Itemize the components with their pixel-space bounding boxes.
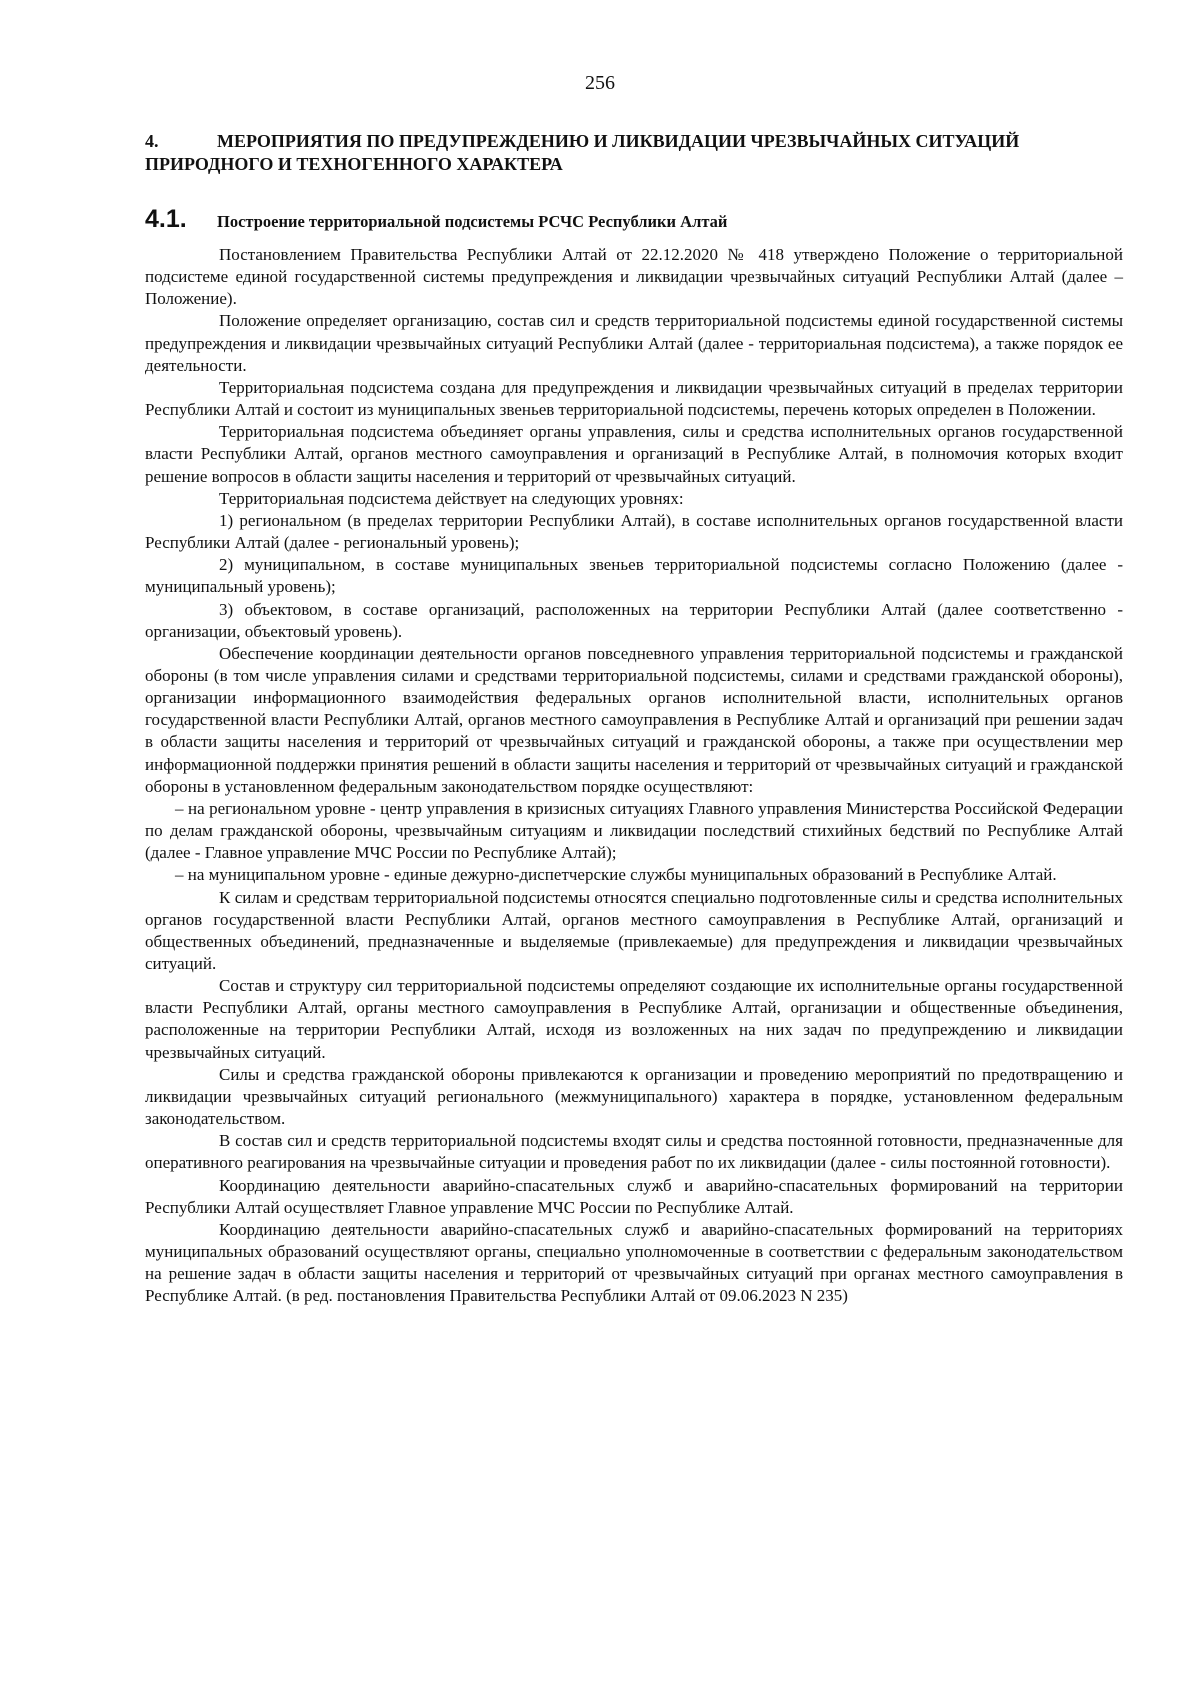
paragraph: В состав сил и средств территориальной подсистемы входят силы и средства постоянной готовности, предназначенные для оперативного реагирования на чрезвычайные ситуации и проведения работ по их ликвидации (далее - силы постоянной готовности). (145, 1131, 1123, 1173)
paragraph: Состав и структуру сил территориальной подсистемы определяют создающие их исполнительные органы государственной власти Республики Алтай, органы местного самоуправления в Республике Алтай, организации и общественные объединения, расположенные на территории Республики Алтай, исходя из возложенных на них задач по предупреждению и ликвидации чрезвычайных ситуаций. (145, 976, 1123, 1062)
paragraph: Территориальная подсистема объединяет органы управления, силы и средства исполнительных органов государственной власти Республики Алтай, органов местного самоуправления и организаций в Республике Алтай, в полномочия которых входит решение вопросов в области защиты населения и территорий от чрезвычайных ситуаций. (145, 422, 1123, 486)
section-number: 4. (145, 131, 159, 151)
paragraph: Обеспечение координации деятельности органов повседневного управления территориальной подсистемы и гражданской обороны (в том числе управления силами и средствами территориальной подсистемы, силами и средствами гражданской обороны), организации информационного взаимодействия федеральных органов исполнительной власти, исполнительных органов государственной власти Республики Алтай, органов местного самоуправления в Республике Алтай и организаций при решении задач в области защиты населения и территорий от чрезвычайных ситуаций и гражданской обороны, а также при осуществлении мер информационной поддержки принятия решений в области защиты населения и территорий от чрезвычайных ситуаций и гражданской обороны в установленном федеральным законодательством порядке осуществляют: (145, 643, 1123, 796)
paragraph: Координацию деятельности аварийно-спасательных служб и аварийно-спасательных формирований на территориях муниципальных образований осуществляют органы, специально уполномоченные в соответствии с федеральным законодательством на решение задач в области защиты населения и территорий от чрезвычайных ситуаций при органах местного самоуправления в Республике Алтай. (в ред. постановления Правительства Республики Алтай от 09.06.2023 N 235) (145, 1219, 1123, 1306)
paragraph: 2) муниципальном, в составе муниципальных звеньев территориальной подсистемы согласно Положению (далее - муниципальный уровень); (145, 555, 1123, 597)
paragraph: К силам и средствам территориальной подсистемы относятся специально подготовленные силы и средства исполнительных органов государственной власти Республики Алтай, органов местного самоуправления в Республике Алтай, организаций и общественных объединений, предназначенные и выделяемые (привлекаемые) для предупреждения и ликвидации чрезвычайных ситуаций. (145, 887, 1123, 973)
section-heading (145, 130, 1050, 176)
paragraph: Территориальная подсистема действует на следующих уровнях: (219, 488, 684, 508)
subsection-number: 4.1. (145, 205, 187, 233)
subsection-heading (145, 205, 1050, 234)
paragraph: Постановлением Правительства Республики Алтай от 22.12.2020 № 418 утверждено Положение о территориальной подсистеме единой государственной системы предупреждения и ликвидации чрезвычайных ситуаций Республики Алтай (далее – Положение). (145, 245, 1123, 309)
section-title: МЕРОПРИЯТИЯ ПО ПРЕДУПРЕЖДЕНИЮ И ЛИКВИДАЦИИ ЧРЕЗВЫЧАЙНЫХ СИТУАЦИЙ ПРИРОДНОГО И ТЕХНОГЕННОГО ХАРАКТЕРА (145, 131, 1020, 174)
paragraph: 3) объектовом, в составе организаций, расположенных на территории Республики Алтай (далее соответственно - организации, объектовый уровень). (145, 599, 1123, 641)
dash-list-item: – на региональном уровне - центр управления в кризисных ситуациях Главного управления Министерства Российской Федерации по делам гражданской обороны, чрезвычайным ситуациям и ликвидации последствий стихийных бедствий по Республике Алтай (далее - Главное управление МЧС России по Республике Алтай); (145, 798, 1123, 863)
subsection-title: Построение территориальной подсистемы РСЧС Республики Алтай (217, 212, 728, 231)
paragraph: Координацию деятельности аварийно-спасательных служб и аварийно-спасательных формирований на территории Республики Алтай осуществляет Главное управление МЧС России по Республике Алтай. (145, 1175, 1123, 1217)
body-text (145, 244, 1123, 1308)
paragraph: Силы и средства гражданской обороны привлекаются к организации и проведению мероприятий по предотвращению и ликвидации чрезвычайных ситуаций регионального (межмуниципального) характера в порядке, установленном федеральным законодательством. (145, 1064, 1123, 1129)
page-number: 256 (585, 72, 615, 94)
paragraph: Территориальная подсистема создана для предупреждения и ликвидации чрезвычайных ситуаций в пределах территории Республики Алтай и состоит из муниципальных звеньев территориальной подсистемы, перечень которых определен в Положении. (145, 377, 1123, 420)
paragraph: Положение определяет организацию, состав сил и средств территориальной подсистемы единой государственной системы предупреждения и ликвидации чрезвычайных ситуаций Республики Алтай (далее - территориальная подсистема), а также порядок ее деятельности. (145, 311, 1123, 375)
paragraph: 1) региональном (в пределах территории Республики Алтай), в составе исполнительных органов государственной власти Республики Алтай (далее - региональный уровень); (145, 510, 1123, 553)
dash-list-item: – на муниципальном уровне - единые дежурно-диспетчерские службы муниципальных образований в Республике Алтай. (175, 865, 1057, 885)
